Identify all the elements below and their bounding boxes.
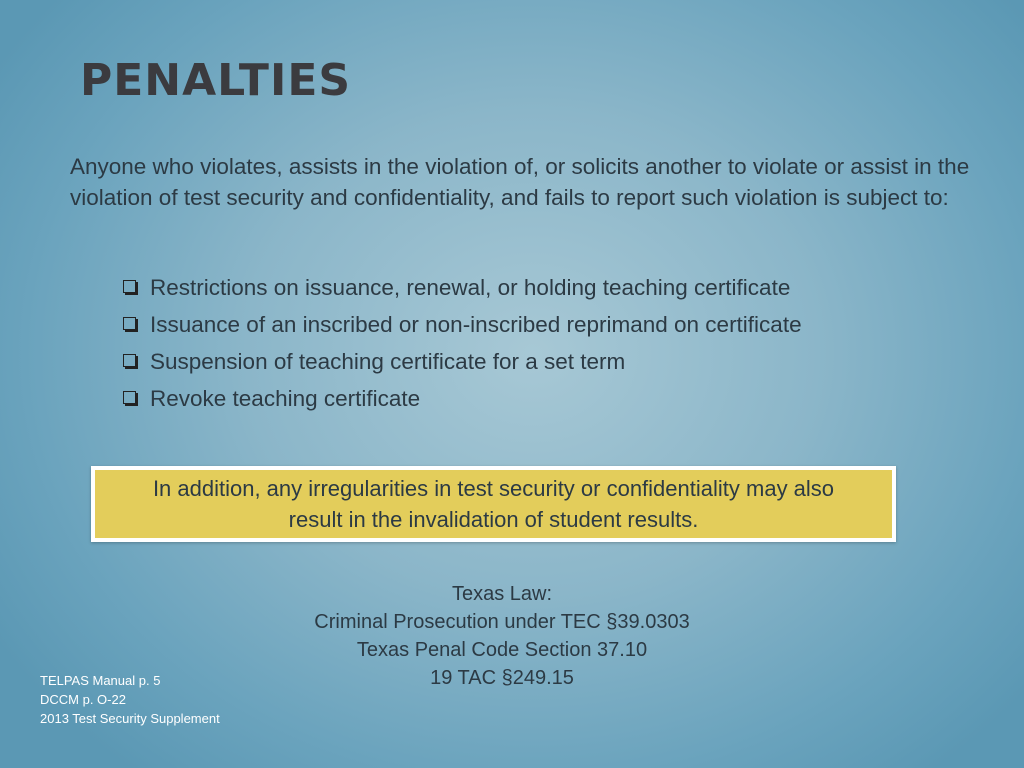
intro-paragraph: Anyone who violates, assists in the violation of, or solicits another to violate or assist in the violation of test security and confidentiality, and fails to report such violation is subject to: <box>70 154 970 210</box>
law-line: 19 TAC §249.15 <box>430 667 574 689</box>
callout-box <box>91 466 896 542</box>
reference-line: 2013 Test Security Supplement <box>40 711 220 726</box>
list-item <box>123 343 802 380</box>
checkbox-icon <box>123 317 136 330</box>
list-item-text: Revoke teaching certificate <box>150 385 421 411</box>
law-heading: Texas Law: <box>451 583 553 605</box>
checkbox-icon <box>123 391 136 404</box>
list-item-text: Issuance of an inscribed or non-inscribed reprimand on certificate <box>150 311 802 337</box>
list-item-text: Restrictions on issuance, renewal, or holding teaching certificate <box>150 274 791 300</box>
list-item <box>123 269 802 306</box>
list-item <box>123 380 802 417</box>
law-line: Texas Penal Code Section 37.10 <box>356 639 648 661</box>
list-item <box>123 306 802 343</box>
law-line: Criminal Prosecution under TEC §39.0303 <box>314 611 690 633</box>
penalty-list <box>123 269 802 417</box>
callout-text: In addition, any irregularities in test security or confidentiality may also result in the invalidation of student results. <box>152 476 835 532</box>
checkbox-icon <box>123 354 136 367</box>
list-item-text: Suspension of teaching certificate for a set term <box>150 348 626 374</box>
reference-line: TELPAS Manual p. 5 <box>40 673 161 688</box>
texas-law-block <box>252 580 752 692</box>
slide-title: PENALTIES <box>80 55 352 106</box>
reference-line: DCCM p. O-22 <box>40 692 126 707</box>
references-block <box>40 671 220 728</box>
checkbox-icon <box>123 280 136 293</box>
